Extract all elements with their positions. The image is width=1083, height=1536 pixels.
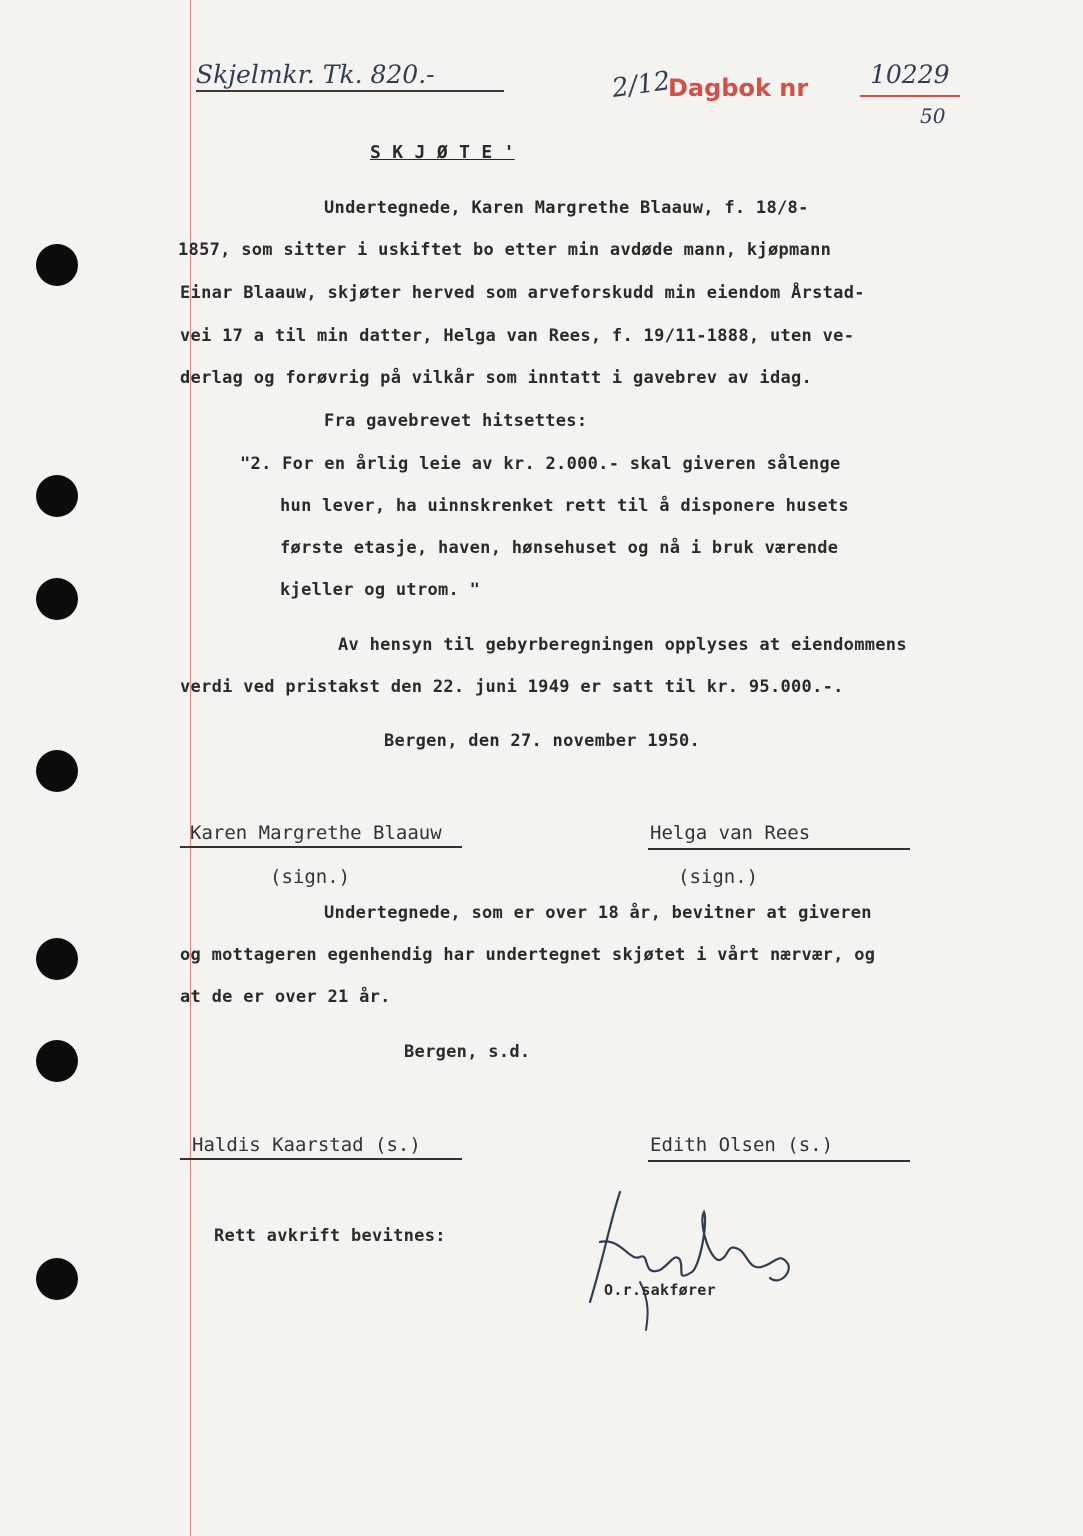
signature-line: [180, 1158, 462, 1160]
witness-1-name: Haldis Kaarstad (s.): [192, 1134, 421, 1156]
signature-line: [180, 846, 462, 848]
handwritten-signature: [580, 1182, 810, 1332]
punch-hole: [36, 938, 78, 980]
body-line: Einar Blaauw, skjøter herved som arveforskudd min eiendom Årstad-: [180, 283, 865, 303]
reference-underline: [196, 90, 504, 92]
signature-line: [648, 848, 910, 850]
journal-stamp-label: Dagbok nr: [668, 74, 809, 102]
quote-line: kjeller og utrom. ": [280, 580, 481, 600]
stamp-underline: [860, 95, 960, 97]
signer-title: O.r.sakfører: [604, 1281, 716, 1299]
body-line: 1857, som sitter i uskiftet bo etter min avdøde mann, kjøpmann: [178, 240, 832, 260]
witness-place: Bergen, s.d.: [404, 1042, 531, 1062]
punch-hole: [36, 578, 78, 620]
grantor-name: Karen Margrethe Blaauw: [190, 822, 442, 844]
journal-number: 10229: [870, 60, 950, 89]
quote-line: første etasje, haven, hønsehuset og nå i bruk værende: [280, 538, 839, 558]
journal-year: 50: [920, 104, 946, 128]
quote-line: "2. For en årlig leie av kr. 2.000.- skal giveren sålenge: [240, 454, 841, 474]
grantor-sign-mark: (sign.): [270, 866, 351, 888]
attestation-text: Rett avkrift bevitnes:: [214, 1226, 446, 1246]
punch-hole: [36, 750, 78, 792]
handwritten-date: 2/12: [610, 66, 673, 104]
date-place-line: Bergen, den 27. november 1950.: [384, 731, 701, 751]
signature-line: [648, 1160, 910, 1162]
quote-line: hun lever, ha uinnskrenket rett til å disponere husets: [280, 496, 849, 516]
document-title: S K J Ø T E ': [370, 142, 515, 163]
punch-hole: [36, 1040, 78, 1082]
punch-hole: [36, 244, 78, 286]
witness-2-name: Edith Olsen (s.): [650, 1134, 834, 1156]
grantee-name: Helga van Rees: [650, 822, 811, 844]
handwritten-reference: Skjelmkr. Tk. 820.-: [196, 60, 435, 89]
body-line: Fra gavebrevet hitsettes:: [324, 411, 588, 431]
witness-line: Undertegnede, som er over 18 år, bevitner at giveren: [324, 903, 872, 923]
body-line: derlag og forøvrig på vilkår som inntatt i gavebrev av idag.: [180, 368, 813, 388]
body-line: verdi ved pristakst den 22. juni 1949 er satt til kr. 95.000.-.: [180, 677, 844, 697]
witness-line: at de er over 21 år.: [180, 987, 391, 1007]
body-line: Undertegnede, Karen Margrethe Blaauw, f. 18/8-: [324, 198, 809, 218]
grantee-sign-mark: (sign.): [678, 866, 759, 888]
punch-hole: [36, 475, 78, 517]
body-line: vei 17 a til min datter, Helga van Rees, f. 19/11-1888, uten ve-: [180, 326, 855, 346]
witness-line: og mottageren egenhendig har undertegnet skjøtet i vårt nærvær, og: [180, 945, 876, 965]
margin-line: [190, 0, 191, 1536]
punch-hole: [36, 1258, 78, 1300]
body-line: Av hensyn til gebyrberegningen opplyses at eiendommens: [338, 635, 907, 655]
